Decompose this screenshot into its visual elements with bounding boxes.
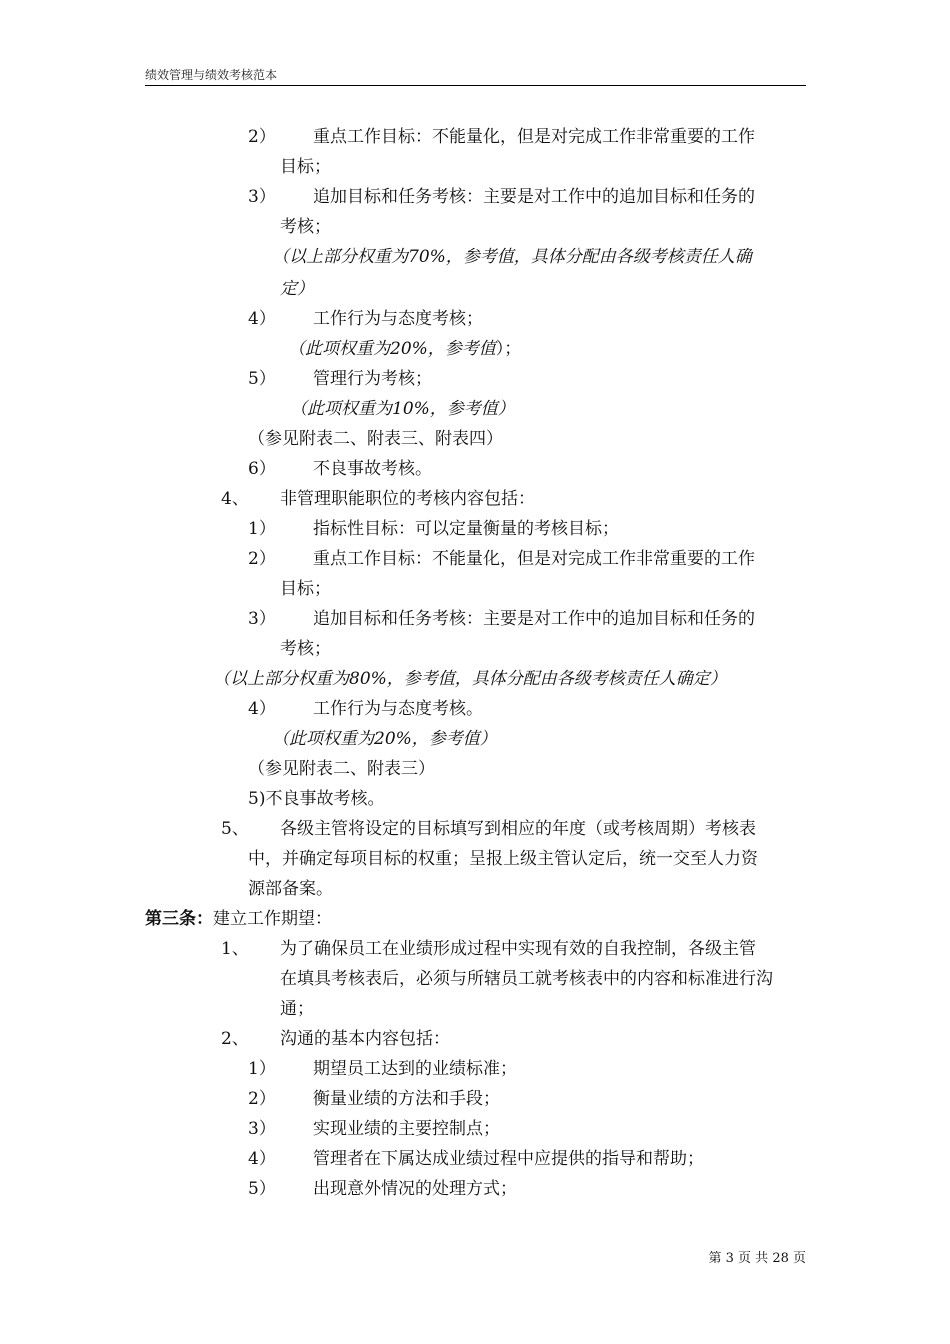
- section-number: 2、: [221, 1029, 249, 1049]
- list-number: 2）: [248, 549, 276, 569]
- section-text: 为了确保员工在业绩形成过程中实现有效的自我控制，各级主管: [280, 939, 756, 959]
- list-item-text: 管理行为考核；: [313, 369, 432, 389]
- weight-note: （以上部分权重为80%，参考值，具体分配由各级考核责任人确定）: [213, 669, 727, 689]
- list-number: 6）: [248, 459, 276, 479]
- list-number: 4）: [248, 1149, 276, 1169]
- list-item-text: 5)不良事故考核。: [248, 789, 385, 809]
- list-item-text: 不良事故考核。: [313, 459, 432, 479]
- list-item-text-cont: 考核；: [280, 217, 331, 237]
- section-text-cont: 源部备案。: [248, 879, 333, 899]
- list-item-text: 管理者在下属达成业绩过程中应提供的指导和帮助；: [313, 1149, 704, 1169]
- section-text-cont: 在填具考核表后，必须与所辖员工就考核表中的内容和标准进行沟: [280, 969, 773, 989]
- section-text-cont: 通；: [280, 999, 314, 1019]
- page-number-footer: 第 3 页 共 28 页: [708, 1251, 806, 1266]
- list-number: 2）: [248, 1089, 276, 1109]
- list-item-text: 指标性目标：可以定量衡量的考核目标；: [313, 519, 619, 539]
- list-number: 1）: [248, 519, 276, 539]
- header-divider: [145, 85, 806, 86]
- list-item-text: 衡量业绩的方法和手段；: [313, 1089, 500, 1109]
- weight-note: （以上部分权重为70%，参考值，具体分配由各级考核责任人确: [272, 247, 752, 267]
- list-item-text: 重点工作目标：不能量化，但是对完成工作非常重要的工作: [313, 127, 755, 147]
- list-item-text: 工作行为与态度考核。: [313, 699, 483, 719]
- list-number: 4）: [248, 309, 276, 329]
- weight-note-tail: ）；: [495, 339, 522, 359]
- weight-note-italic: （此项权重为20%，参考值: [288, 339, 496, 359]
- section-number: 1、: [221, 939, 249, 959]
- list-item-text: 追加目标和任务考核：主要是对工作中的追加目标和任务的: [313, 609, 755, 629]
- weight-note: [288, 337, 521, 361]
- list-number: 2）: [248, 127, 276, 147]
- reference-note: （参见附表二、附表三、附表四）: [248, 429, 503, 449]
- article-heading: [145, 907, 332, 931]
- section-text-cont: 中，并确定每项目标的权重；呈报上级主管认定后，统一交至人力资: [248, 849, 758, 869]
- list-item-text-cont: 目标；: [280, 579, 331, 599]
- list-item-text: 追加目标和任务考核：主要是对工作中的追加目标和任务的: [313, 187, 755, 207]
- list-number: 5）: [248, 1179, 276, 1199]
- list-number: 1）: [248, 1059, 276, 1079]
- list-item-text: 出现意外情况的处理方式；: [313, 1179, 517, 1199]
- list-item-text: 工作行为与态度考核；: [313, 309, 483, 329]
- weight-note: （此项权重为20%，参考值）: [272, 729, 497, 749]
- list-number: 4）: [248, 699, 276, 719]
- section-text: 各级主管将设定的目标填写到相应的年度（或考核周期）考核表: [280, 819, 756, 839]
- list-item-text: 期望员工达到的业绩标准；: [313, 1059, 517, 1079]
- section-text: 沟通的基本内容包括：: [280, 1029, 450, 1049]
- reference-note: （参见附表二、附表三）: [248, 759, 435, 779]
- list-number: 5）: [248, 369, 276, 389]
- list-item-text: 实现业绩的主要控制点；: [313, 1119, 500, 1139]
- section-number: 4、: [221, 489, 249, 509]
- article-title: 建立工作期望：: [213, 909, 332, 929]
- list-number: 3）: [248, 187, 276, 207]
- section-number: 5、: [221, 819, 249, 839]
- section-text: 非管理职能职位的考核内容包括：: [280, 489, 535, 509]
- list-item-text-cont: 目标；: [280, 157, 331, 177]
- list-item-text: 重点工作目标：不能量化，但是对完成工作非常重要的工作: [313, 549, 755, 569]
- list-item-text-cont: 考核；: [280, 639, 331, 659]
- list-number: 3）: [248, 609, 276, 629]
- weight-note-cont: 定）: [280, 279, 314, 299]
- weight-note: （此项权重为10%，参考值）: [290, 399, 515, 419]
- document-header-title: 绩效管理与绩效考核范本: [145, 68, 278, 82]
- list-number: 3）: [248, 1119, 276, 1139]
- article-label: 第三条：: [145, 909, 213, 929]
